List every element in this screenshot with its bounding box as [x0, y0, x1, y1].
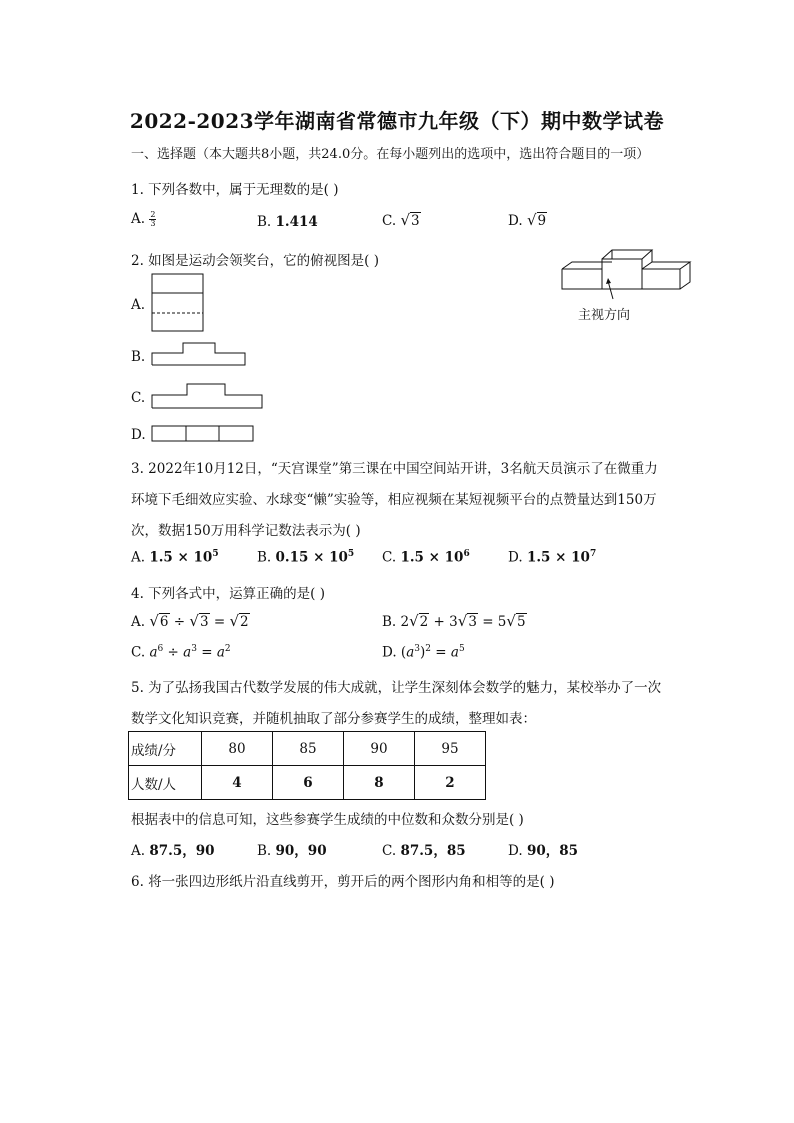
score-table	[128, 731, 486, 800]
option-value: 0.15 × 10	[275, 549, 348, 566]
table-cell: 4	[202, 766, 273, 800]
option-label: A.	[131, 843, 146, 859]
option-value: 1.5 × 10	[526, 549, 590, 566]
option-label: C.	[131, 644, 146, 661]
fraction	[149, 211, 156, 228]
table-row-header: 人数/人	[129, 766, 202, 800]
option-label: B.	[257, 214, 272, 230]
q2-option-a-label: A.	[131, 297, 146, 313]
q2-option-a-figure	[151, 273, 205, 333]
q3-option-d	[508, 549, 596, 566]
exponent: 5	[212, 549, 219, 559]
option-label: D.	[508, 213, 523, 229]
q4-option-d: D. $(a^3)^2 = a^5$	[382, 644, 465, 661]
q5-option-b	[257, 839, 327, 859]
option-label: A.	[131, 614, 146, 630]
table-cell: 85	[273, 732, 344, 766]
q2-option-b-figure	[151, 341, 249, 367]
option-label: A.	[131, 549, 146, 566]
q5-line-1: 5. 为了弘扬我国古代数学发展的伟大成就，让学生深刻体会数学的魅力，某校举办了一次	[131, 680, 662, 696]
option-value: 87.5，85	[400, 843, 466, 859]
table-cell: 90	[344, 732, 415, 766]
option-value: 1.414	[275, 214, 318, 230]
q5-option-a	[131, 839, 215, 859]
exponent: 7	[589, 549, 597, 559]
option-label: C.	[382, 213, 397, 229]
q3-option-a	[131, 549, 219, 566]
option-label: C.	[382, 843, 397, 859]
q2-stem: 2. 如图是运动会领奖台，它的俯视图是( )	[131, 253, 379, 269]
q3-line-1: 3. 2022年10月12日，“天宫课堂”第三课在中国空间站开讲，3名航天员演示了在微重力	[131, 461, 658, 477]
q5-line-2: 数学文化知识竞赛，并随机抽取了部分参赛学生的成绩，整理如表：	[131, 711, 536, 727]
option-label: B.	[257, 549, 272, 566]
fraction-numerator: 2	[150, 210, 156, 219]
q5-after-table: 根据表中的信息可知，这些参赛学生成绩的中位数和众数分别是( )	[131, 812, 524, 828]
option-value: 87.5，90	[149, 843, 215, 859]
option-label: D.	[382, 644, 397, 661]
q4-stem: 4. 下列各式中，运算正确的是( )	[131, 586, 325, 602]
exponent: 6	[463, 549, 470, 559]
option-label: A.	[131, 211, 146, 227]
section-heading: 一、选择题（本大题共8小题，共24.0分。在每小题列出的选项中，选出符合题目的一项）	[131, 147, 650, 162]
figure-caption: 主视方向	[578, 308, 631, 323]
q1-option-a	[131, 211, 156, 228]
fraction-denominator: 3	[150, 219, 156, 228]
table-row	[129, 766, 486, 800]
option-label: B.	[382, 614, 397, 630]
table-cell: 95	[415, 732, 486, 766]
option-value: 90，90	[275, 843, 327, 859]
q1-option-b	[257, 214, 318, 230]
exponent: 5	[347, 549, 355, 559]
radical: √9	[526, 211, 547, 229]
option-label: D.	[508, 549, 523, 566]
option-label: B.	[257, 843, 272, 859]
option-value: 1.5 × 10	[149, 549, 213, 566]
q5-option-d	[508, 839, 578, 859]
q3-line-2: 环境下毛细效应实验、水球变“懒”实验等，相应视频在某短视频平台的点赞量达到150万	[131, 492, 657, 508]
radical: √3	[400, 211, 420, 229]
q1-option-d	[508, 211, 547, 229]
q3-option-b	[257, 549, 354, 566]
q3-option-c	[382, 549, 470, 566]
q2-option-d-figure	[151, 425, 255, 443]
q5-option-c	[382, 839, 466, 859]
table-row-header: 成绩/分	[129, 732, 202, 766]
q2-option-b-label: B.	[131, 349, 146, 365]
q2-option-c-label: C.	[131, 390, 146, 406]
table-cell: 2	[415, 766, 486, 800]
q4-option-a: A. √6 ÷ √3 = √2	[131, 612, 249, 630]
q4-option-c: C. $a^6 \div a^3 = a^2$	[131, 644, 231, 661]
table-cell: 6	[273, 766, 344, 800]
q2-option-c-figure	[151, 382, 265, 410]
option-label: D.	[508, 843, 523, 859]
option-value: 90，85	[526, 843, 579, 859]
table-cell: 8	[344, 766, 415, 800]
q6-stem: 6. 将一张四边形纸片沿直线剪开，剪开后的两个图形内角和相等的是( )	[131, 874, 555, 890]
q1-option-c	[382, 211, 421, 229]
q2-option-d-label: D.	[131, 427, 146, 443]
option-label: C.	[382, 549, 397, 566]
option-value: 1.5 × 10	[400, 549, 464, 566]
radicand: 9	[537, 213, 547, 229]
radicand: 3	[411, 213, 420, 229]
page-title: 2022-2023学年湖南省常德市九年级（下）期中数学试卷	[129, 109, 665, 133]
q3-line-3: 次，数据150万用科学记数法表示为( )	[131, 523, 361, 539]
q4-option-b: B. 2√2 + 3√3 = 5√5	[382, 612, 526, 630]
podium-figure	[556, 244, 696, 300]
q1-stem: 1. 下列各数中，属于无理数的是( )	[131, 182, 339, 198]
table-row	[129, 732, 486, 766]
table-cell: 80	[202, 732, 273, 766]
